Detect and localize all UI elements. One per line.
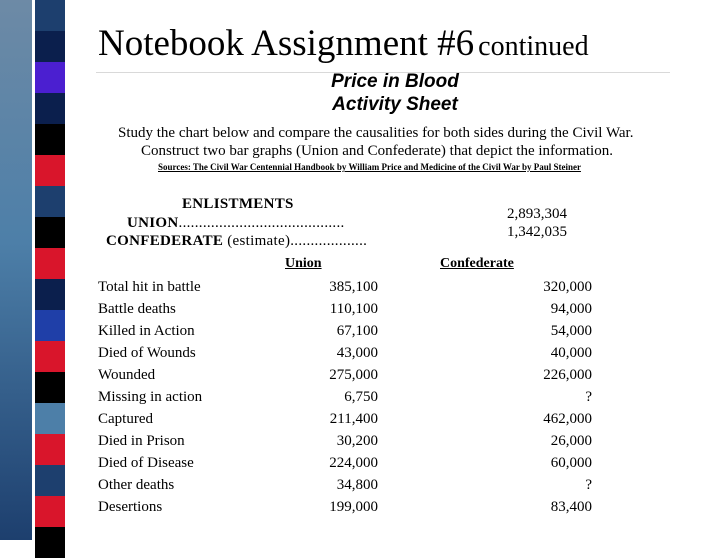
- union-enlistment-label: [127, 215, 345, 232]
- stripe-left-band: [0, 0, 32, 540]
- stripe-block: [35, 527, 65, 558]
- row-union-value: 34,800: [336, 476, 378, 493]
- column-header-confederate: Confederate: [440, 256, 514, 271]
- instruction-line-2: Construct two bar graphs (Union and Confederate) that depict the information.: [141, 143, 613, 159]
- table-row: [98, 298, 592, 320]
- instruction-line-1: Study the chart below and compare the causalities for both sides during the Civil War.: [118, 125, 634, 141]
- table-row: [98, 430, 592, 452]
- row-confederate-value: 26,000: [550, 432, 592, 449]
- union-enlistment-value: 2,893,304: [507, 206, 567, 222]
- confederate-dots: ...................: [290, 233, 368, 249]
- union-dots: .........................................: [178, 215, 345, 231]
- enlistments-heading: ENLISTMENTS: [182, 196, 294, 212]
- stripe-block: [35, 124, 65, 155]
- table-row: [98, 496, 592, 518]
- stripe-block: [35, 248, 65, 279]
- row-category: Missing in action: [98, 388, 203, 405]
- stripe-block: [35, 217, 65, 248]
- table-row: [98, 342, 592, 364]
- slide-title-suffix: continued: [478, 31, 589, 62]
- sources-citation: Sources: The Civil War Centennial Handbook by William Price and Medicine of the Civil War by Paul Steiner: [158, 162, 581, 172]
- instructions: [118, 124, 633, 160]
- heading-line-1: Price in Blood: [331, 71, 459, 92]
- union-label: UNION: [127, 215, 179, 231]
- table-row: [98, 452, 592, 474]
- stripe-block: [35, 186, 65, 217]
- row-confederate-value: 226,000: [543, 366, 592, 383]
- table-row: [98, 320, 592, 342]
- row-category: Battle deaths: [98, 300, 176, 317]
- stripe-block: [35, 465, 65, 496]
- confederate-enlistment-value: 1,342,035: [507, 224, 567, 240]
- row-confederate-value: 40,000: [550, 344, 592, 361]
- row-confederate-value: 320,000: [543, 278, 592, 295]
- row-union-value: 275,000: [329, 366, 378, 383]
- row-union-value: 110,100: [329, 300, 378, 317]
- row-confederate-value: 94,000: [550, 300, 592, 317]
- row-confederate-value: ?: [585, 476, 592, 493]
- column-header-union: Union: [285, 256, 322, 271]
- stripe-block: [35, 93, 65, 124]
- row-confederate-value: 54,000: [550, 322, 592, 339]
- table-row: [98, 364, 592, 386]
- row-category: Died in Prison: [98, 432, 185, 449]
- table-row: [98, 386, 592, 408]
- row-category: Died of Wounds: [98, 344, 196, 361]
- row-union-value: 224,000: [329, 454, 378, 471]
- table-row: [98, 474, 592, 496]
- row-category: Killed in Action: [98, 322, 195, 339]
- slide-title-main: Notebook Assignment #6: [98, 23, 475, 64]
- row-category: Wounded: [98, 366, 156, 383]
- row-union-value: 6,750: [344, 388, 378, 405]
- slide-title: [98, 22, 589, 65]
- stripe-block: [35, 0, 65, 31]
- stripe-block: [35, 279, 65, 310]
- row-union-value: 211,400: [329, 410, 378, 427]
- row-union-value: 385,100: [329, 278, 378, 295]
- table-row: [98, 408, 592, 430]
- table-row: [98, 276, 592, 298]
- row-union-value: 30,200: [336, 432, 378, 449]
- row-category: Total hit in battle: [98, 278, 201, 295]
- row-confederate-value: ?: [585, 388, 592, 405]
- stripe-block: [35, 372, 65, 403]
- row-union-value: 43,000: [336, 344, 378, 361]
- stripe-block: [35, 62, 65, 93]
- stripe-block: [35, 31, 65, 62]
- stripe-block: [35, 496, 65, 527]
- confederate-enlistment-label: [106, 233, 367, 250]
- row-category: Captured: [98, 410, 153, 427]
- row-union-value: 199,000: [329, 498, 378, 515]
- stripe-block: [35, 155, 65, 186]
- confederate-label: CONFEDERATE: [106, 233, 224, 249]
- row-category: Other deaths: [98, 476, 175, 493]
- row-union-value: 67,100: [336, 322, 378, 339]
- stripe-block: [35, 341, 65, 372]
- row-confederate-value: 83,400: [550, 498, 592, 515]
- row-confederate-value: 60,000: [550, 454, 592, 471]
- heading-line-2: Activity Sheet: [332, 94, 458, 115]
- row-category: Desertions: [98, 498, 163, 515]
- row-category: Died of Disease: [98, 454, 194, 471]
- confederate-note: (estimate): [227, 233, 291, 249]
- stripe-block: [35, 403, 65, 434]
- stripe-block: [35, 310, 65, 341]
- row-confederate-value: 462,000: [543, 410, 592, 427]
- activity-sheet-heading: [300, 70, 490, 116]
- stripe-block: [35, 434, 65, 465]
- decorative-stripe: [0, 0, 68, 540]
- casualties-table: [98, 276, 592, 518]
